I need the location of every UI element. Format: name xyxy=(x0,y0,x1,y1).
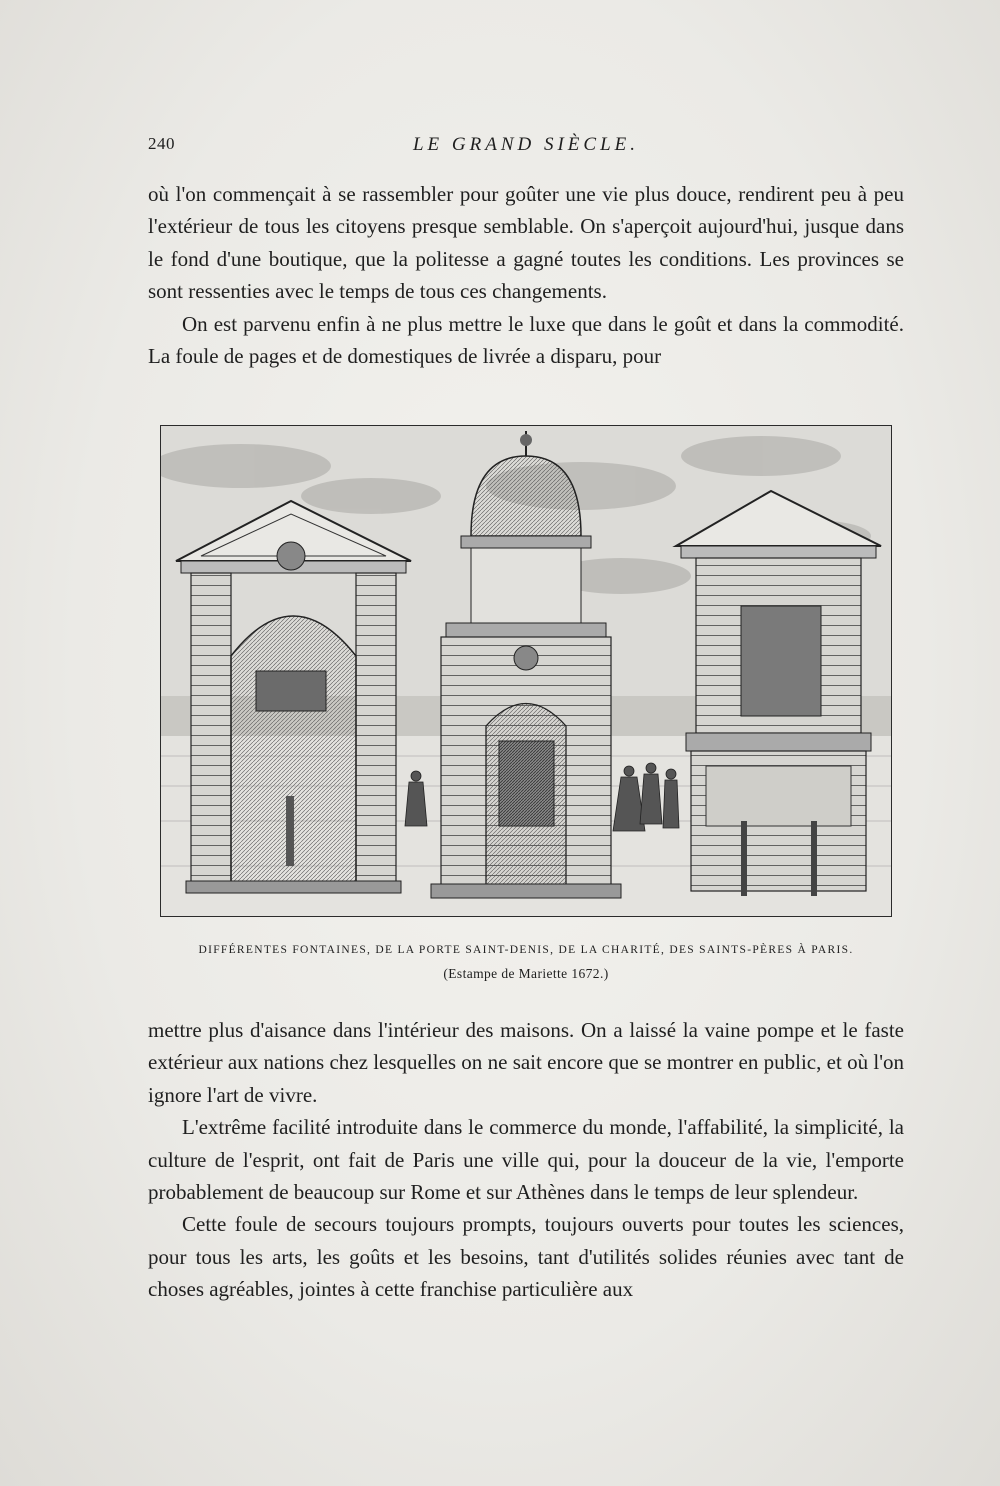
page-header xyxy=(148,134,904,164)
page-number: 240 xyxy=(148,134,175,153)
paragraph-continued: où l'on commençait à se rassembler pour goûter une vie plus douce, rendirent peu à peu l'extérieur de tous les citoyens presque semblable. On s'aperçoit aujourd'hui, jusque dans le fond d'une boutique, que la politesse a gagné toutes les conditions. Les provinces se sont ressenties avec le temps de tous ces changements. xyxy=(148,182,904,304)
paragraph-continued: mettre plus d'aisance dans l'intérieur des maisons. On a laissé la vaine pompe et le faste extérieur aux nations chez lesquelles on ne sait encore que se montrer en public, et où l'on ignore l'art de vivre. xyxy=(148,1018,904,1107)
text-block-top xyxy=(148,178,904,372)
paragraph: Cette foule de secours toujours prompts, toujours ouverts pour toutes les sciences, pour tous les arts, les goûts et les besoins, tant d'utilités solides réunies avec tant de choses agréables, jointes à cette franchise particulière aux xyxy=(148,1212,904,1302)
figure-caption: DIFFÉRENTES FONTAINES, DE LA PORTE SAINT-DENIS, DE LA CHARITÉ, DES SAINTS-PÈRES À PARIS. xyxy=(198,944,854,956)
fountain-saints-peres xyxy=(676,491,881,896)
engraving-illustration xyxy=(160,425,892,917)
fountain-porte-saint-denis xyxy=(176,501,411,893)
paragraph: On est parvenu enfin à ne plus mettre le luxe que dans le goût et dans la commodité. La foule de pages et de domestiques de livrée a disparu, pour xyxy=(148,311,904,369)
paragraph: L'extrême facilité introduite dans le commerce du monde, l'affabilité, la simplicité, la culture de l'esprit, ont fait de Paris une ville qui, pour la douceur de la vie, l'emporte probablement de beaucoup sur Rome et sur Athènes dans le temps de leur splendeur. xyxy=(148,1115,904,1205)
figure-credit: (Estampe de Mariette 1672.) xyxy=(443,966,609,981)
running-title: LE GRAND SIÈCLE. xyxy=(412,134,640,155)
text-block-bottom xyxy=(148,1014,904,1306)
fountains-engraving xyxy=(161,426,891,916)
